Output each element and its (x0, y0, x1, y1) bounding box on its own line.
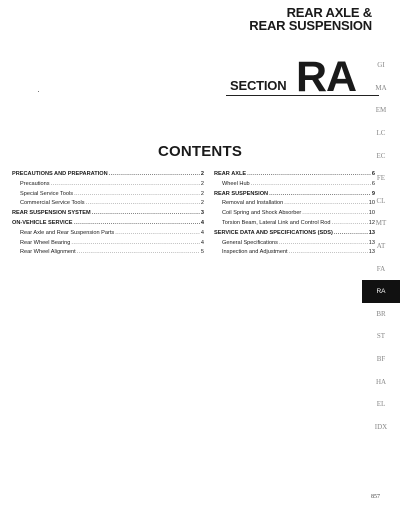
toc-leader-dots (269, 190, 371, 200)
section-title (152, 6, 372, 32)
section-tab-lc[interactable]: LC (376, 129, 386, 138)
toc-leader-dots (284, 199, 368, 209)
section-tab-bf[interactable]: BF (376, 355, 386, 364)
section-tab-st[interactable]: ST (376, 332, 386, 341)
section-title-line-2: REAR SUSPENSION (249, 18, 372, 33)
toc-entry-page: 4 (200, 229, 204, 236)
toc-entry-page: 6 (371, 180, 375, 187)
toc-entry-page: 2 (200, 200, 204, 207)
toc-entry-page: 13 (368, 239, 375, 246)
toc-entry[interactable] (214, 170, 375, 180)
toc-entry-title: Torsion Beam, Lateral Link and Control Rod (222, 219, 331, 226)
section-word: SECTION (230, 78, 287, 93)
toc-entry-page: 9 (371, 190, 375, 197)
toc-entry[interactable] (214, 199, 375, 209)
section-tab-mt[interactable]: MT (375, 219, 387, 228)
section-tab-gi[interactable]: GI (377, 61, 385, 70)
section-title-line-1: REAR AXLE & (286, 5, 372, 20)
toc-entry[interactable] (214, 219, 375, 229)
section-tab-el[interactable]: EL (376, 400, 386, 409)
toc-entry[interactable] (214, 190, 375, 200)
toc-entry[interactable] (12, 190, 204, 200)
toc-entry-title: General Specifications (222, 239, 278, 246)
toc-entry[interactable] (12, 239, 204, 249)
toc-entry-title: Precautions (20, 180, 50, 187)
toc-entry[interactable] (214, 180, 375, 190)
toc-entry-page: 2 (200, 171, 204, 177)
toc-entry[interactable] (12, 248, 204, 258)
toc-entry-title: Removal and Installation (222, 200, 284, 207)
section-tab-cl[interactable]: CL (376, 196, 386, 205)
toc-entry[interactable] (12, 229, 204, 239)
toc-entry-title: REAR SUSPENSION SYSTEM (12, 210, 91, 217)
section-code: RA (296, 53, 357, 101)
toc-entry-page: 4 (200, 219, 204, 226)
toc-entry-page: 12 (368, 219, 375, 226)
section-tab-br[interactable]: BR (376, 309, 386, 318)
toc-entry[interactable] (12, 170, 204, 180)
toc-entry[interactable] (214, 209, 375, 219)
toc-entry-page: 13 (368, 249, 375, 256)
print-speck (38, 91, 39, 92)
toc-entry-page: 2 (200, 180, 204, 187)
toc-entry-title: Rear Wheel Alignment (20, 249, 76, 256)
toc-leader-dots (92, 209, 200, 219)
toc-leader-dots (71, 239, 200, 249)
section-tab-ma[interactable]: MA (375, 83, 387, 92)
toc-leader-dots (115, 229, 200, 239)
toc-leader-dots (74, 219, 200, 229)
toc-entry[interactable] (12, 180, 204, 190)
toc-leader-dots (251, 180, 371, 190)
toc-leader-dots (51, 180, 200, 190)
section-tab-at[interactable]: AT (376, 242, 386, 251)
toc-entry-page: 10 (368, 200, 375, 207)
section-tab-fa[interactable]: FA (376, 264, 386, 273)
toc-entry-title: Coil Spring and Shock Absorber (222, 210, 302, 217)
section-tab-em[interactable]: EM (375, 106, 387, 115)
toc-entry[interactable] (214, 239, 375, 249)
toc-entry[interactable] (12, 199, 204, 209)
toc-leader-dots (77, 248, 200, 258)
section-tab-fe[interactable]: FE (376, 174, 386, 183)
section-tab-ra[interactable]: RA (362, 280, 400, 303)
toc-leader-dots (86, 199, 200, 209)
toc-entry-title: Special Service Tools (20, 190, 74, 197)
section-tab-ec[interactable]: EC (376, 151, 386, 160)
toc-entry-title: REAR AXLE (214, 171, 247, 177)
toc-entry[interactable] (214, 248, 375, 258)
toc-leader-dots (302, 209, 367, 219)
section-label (230, 53, 378, 101)
toc-leader-dots (109, 170, 200, 180)
toc-entry-title: Rear Wheel Bearing (20, 239, 71, 246)
toc-entry-page: 2 (200, 190, 204, 197)
toc-leader-dots (247, 170, 371, 180)
section-divider (226, 95, 379, 96)
page-number: 857 (371, 494, 380, 500)
toc-entry[interactable] (12, 209, 204, 219)
toc-entry-title: Commercial Service Tools (20, 200, 85, 207)
section-tab-idx[interactable]: IDX (374, 422, 388, 431)
toc-entry-page: 4 (200, 239, 204, 246)
toc-entry-title: REAR SUSPENSION (214, 190, 269, 197)
toc-leader-dots (279, 239, 368, 249)
toc-right-column (214, 170, 375, 258)
toc-entry-page: 6 (371, 171, 375, 177)
toc-entry[interactable] (214, 229, 375, 239)
toc-entry-page: 10 (368, 210, 375, 217)
toc-left-column (12, 170, 204, 258)
toc-leader-dots (289, 248, 368, 258)
toc-entry-title: PRECAUTIONS AND PREPARATION (12, 171, 108, 177)
toc-entry-title: Wheel Hub (222, 180, 250, 187)
toc-entry-page: 5 (200, 249, 204, 256)
toc-entry-page: 3 (200, 210, 204, 217)
toc-entry-title: SERVICE DATA AND SPECIFICATIONS (SDS) (214, 229, 333, 236)
toc-entry-title: Rear Axle and Rear Suspension Parts (20, 229, 115, 236)
toc-entry[interactable] (12, 219, 204, 229)
contents-heading: CONTENTS (157, 143, 243, 160)
section-index-tabs (362, 54, 400, 438)
toc-entry-title: Inspection and Adjustment (222, 249, 288, 256)
toc-entry-title: ON-VEHICLE SERVICE (12, 219, 73, 226)
section-tab-ha[interactable]: HA (375, 377, 387, 386)
toc-leader-dots (74, 190, 200, 200)
toc-entry-page: 13 (368, 229, 375, 236)
